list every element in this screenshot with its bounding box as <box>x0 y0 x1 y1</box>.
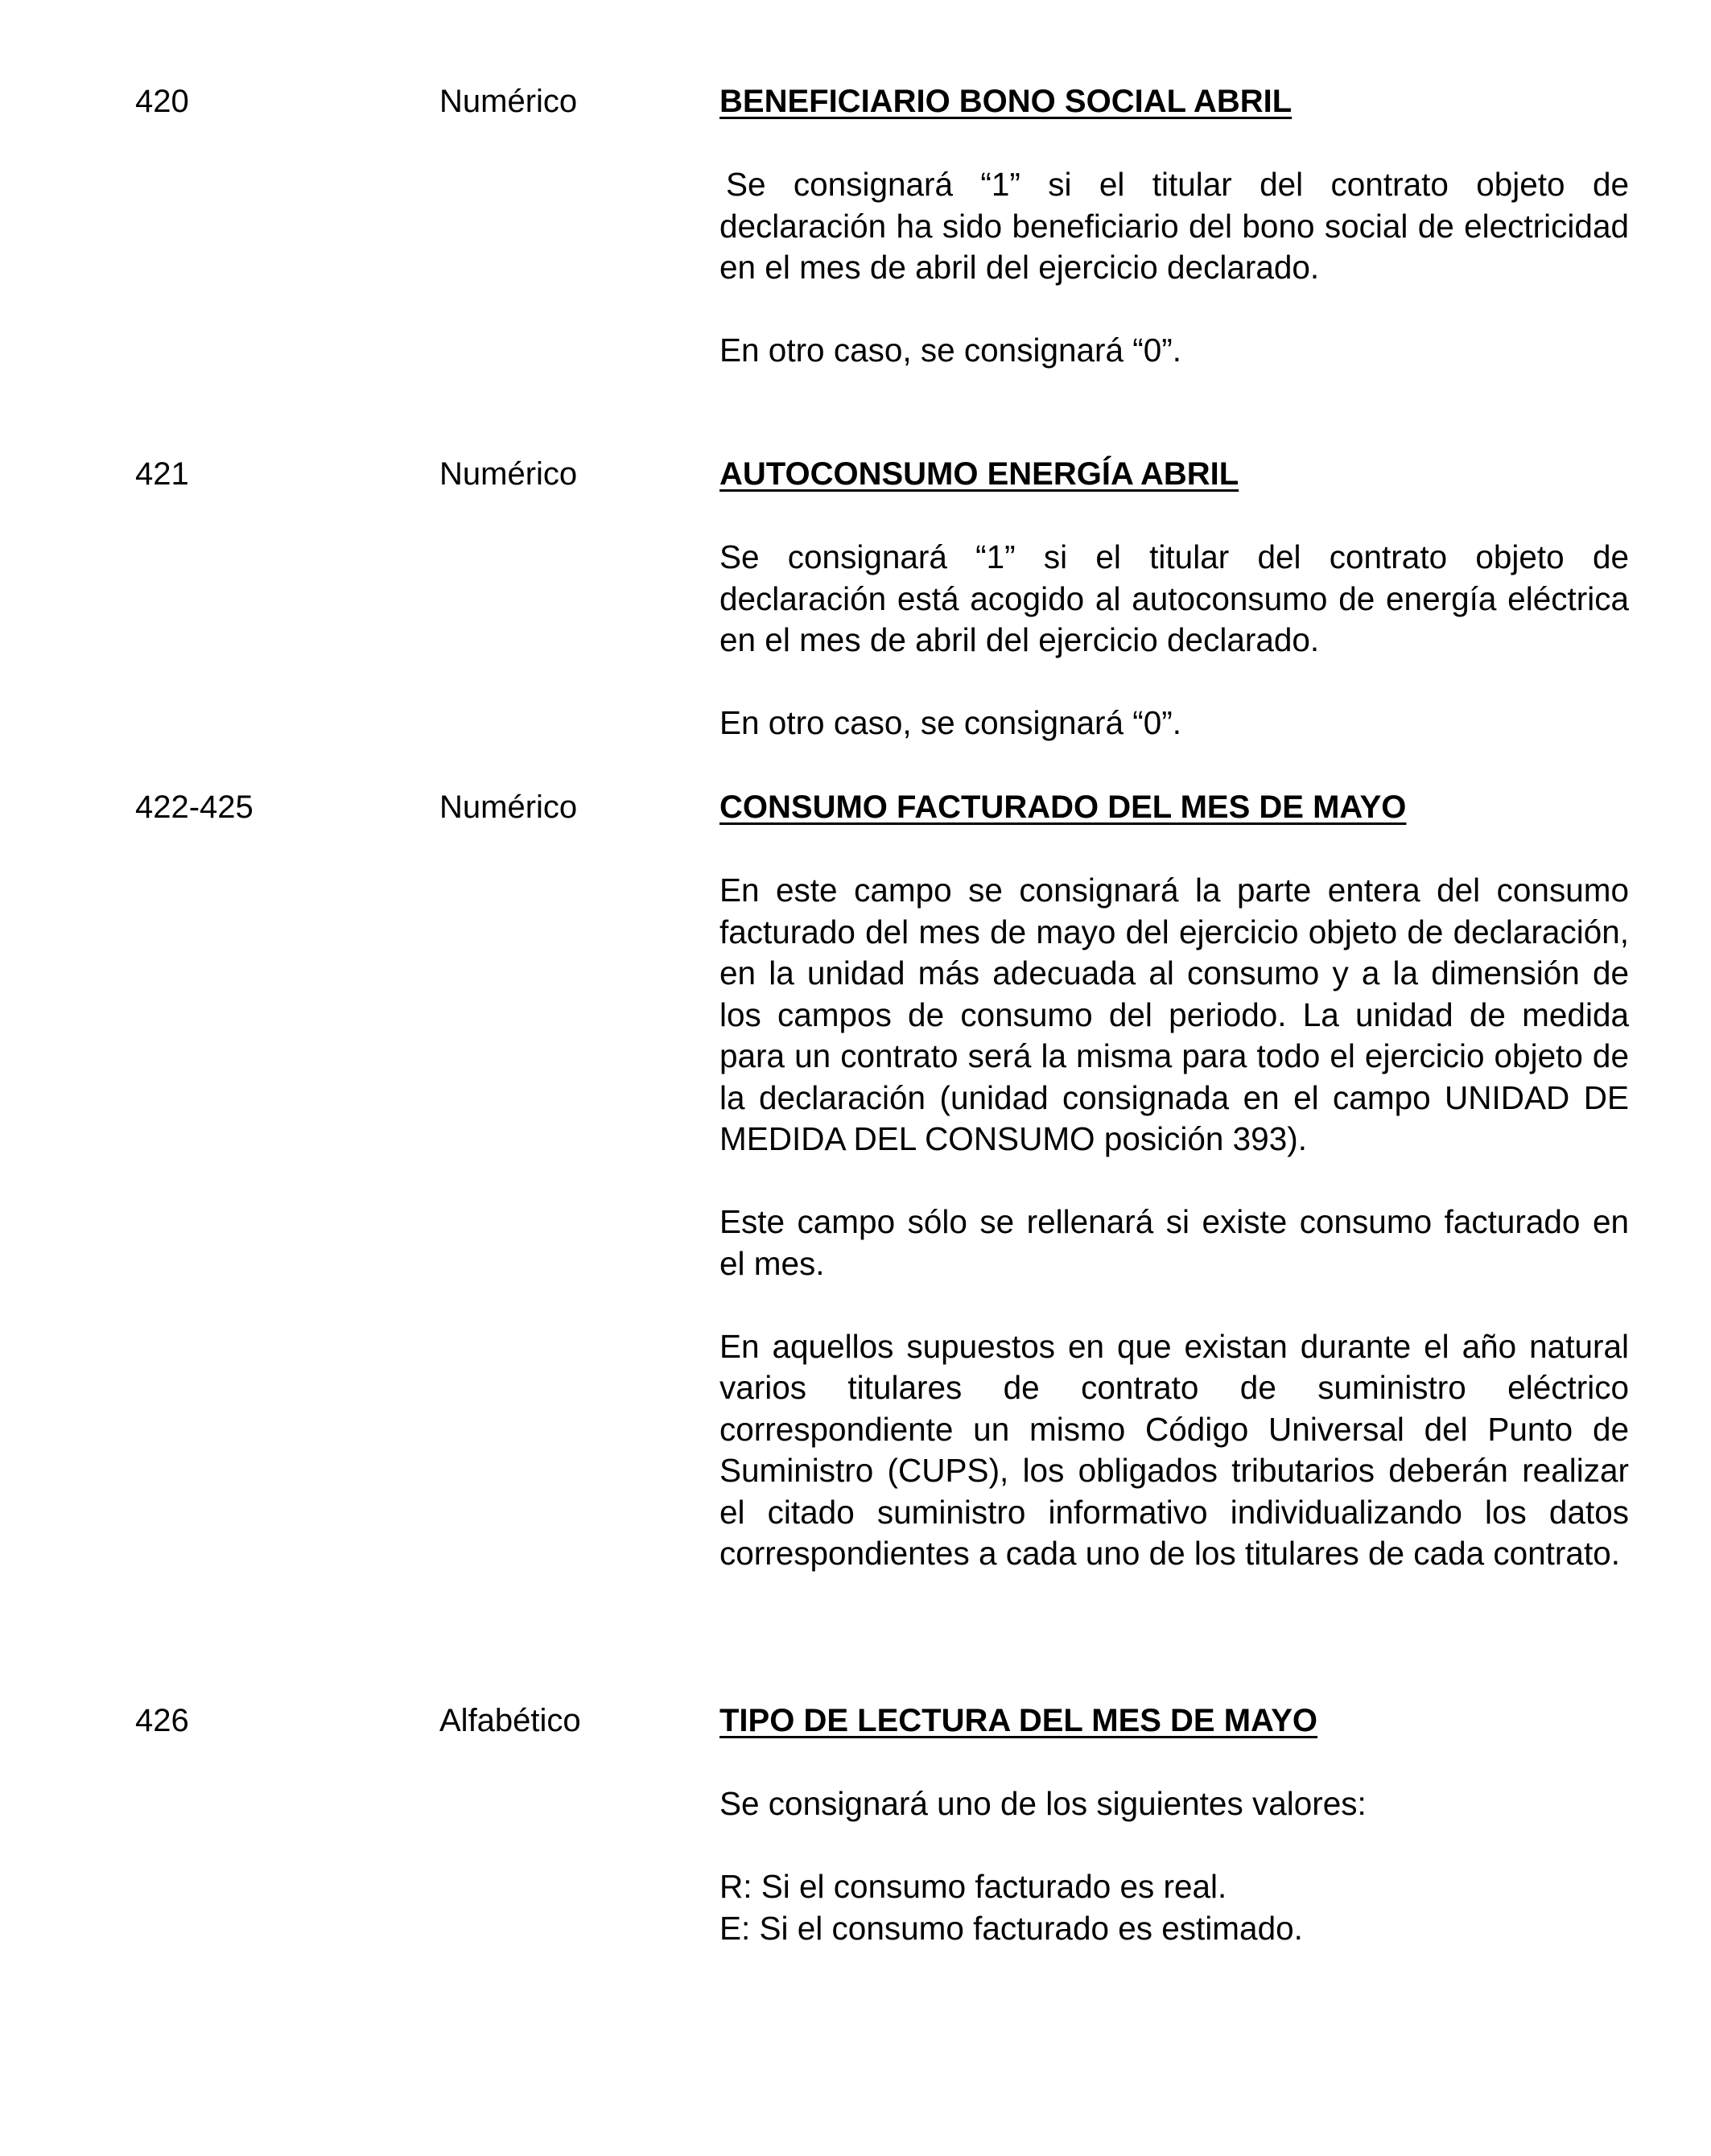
field-paragraph: En otro caso, se consignará “0”. <box>719 332 1182 369</box>
field-type-420: Numérico <box>439 84 578 119</box>
field-title: TIPO DE LECTURA DEL MES DE MAYO <box>719 1703 1318 1738</box>
field-position-422-425: 422-425 <box>135 789 254 825</box>
field-paragraph: En otro caso, se consignará “0”. <box>719 704 1182 741</box>
field-title: CONSUMO FACTURADO DEL MES DE MAYO <box>719 789 1407 825</box>
value-option-r: R: Si el consumo facturado es real. <box>719 1868 1227 1905</box>
field-type-426: Alfabético <box>439 1703 581 1738</box>
value-option-e: E: Si el consumo facturado es estimado. <box>719 1909 1303 1947</box>
field-type-422-425: Numérico <box>439 789 578 825</box>
field-title: BENEFICIARIO BONO SOCIAL ABRIL <box>719 84 1293 119</box>
field-title: AUTOCONSUMO ENERGÍA ABRIL <box>719 456 1239 492</box>
field-description-420 <box>719 80 1629 372</box>
field-type-421: Numérico <box>439 456 578 492</box>
field-paragraph: Se consignará “1” si el titular del contrato objeto de declaración está acogido al autoconsumo de energía eléctrica en el mes de abril del ejercicio declarado. <box>719 538 1629 658</box>
field-position-420: 420 <box>135 84 189 119</box>
field-position-426: 426 <box>135 1703 189 1738</box>
field-paragraph: Se consignará uno de los siguientes valores: <box>719 1785 1367 1822</box>
field-paragraph: En este campo se consignará la parte entera del consumo facturado del mes de mayo del ejercicio objeto de declaración, en la unidad más adecuada al consumo y a la dimensión de los campos de consumo del periodo. La unidad de medida para un contrato será la misma para todo el ejercicio objeto de la declaración (unidad consignada en el campo UNIDAD DE MEDIDA DEL CONSUMO posición 393). <box>719 872 1629 1157</box>
field-paragraph: Este campo sólo se rellenará si existe consumo facturado en el mes. <box>719 1203 1629 1282</box>
field-description-421 <box>719 453 1629 744</box>
field-position-421: 421 <box>135 456 189 492</box>
field-description-422-425 <box>719 786 1629 1575</box>
field-description-426 <box>719 1700 1629 1949</box>
field-paragraph: Se consignará “1” si el titular del contrato objeto de declaración ha sido beneficiario del bono social de electricidad en el mes de abril del ejercicio declarado. <box>719 166 1629 286</box>
field-paragraph: En aquellos supuestos en que existan durante el año natural varios titulares de contrato de suministro eléctrico correspondiente un mismo Código Universal del Punto de Suministro (CUPS), los obligados tributarios deberán realizar el citado suministro informativo individualizando los datos correspondientes a cada uno de los titulares de cada contrato. <box>719 1327 1629 1572</box>
